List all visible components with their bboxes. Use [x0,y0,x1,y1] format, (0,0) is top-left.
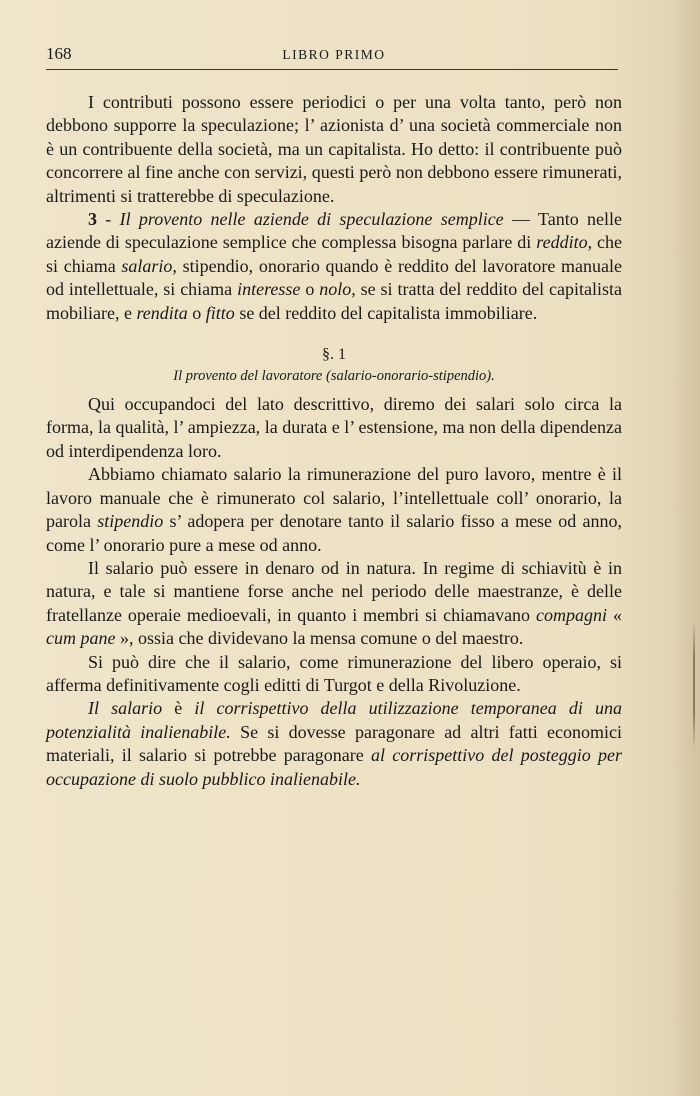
section-title: Il provento del lavoratore (salario-onorario-stipendio). [173,368,495,385]
section-number: 3 [88,209,97,230]
header-rule [46,69,618,70]
page-edge-shadow [693,620,695,750]
paragraph-turgot: Si può dire che il salario, come rimunerazione del libero operaio, si afferma definitivamente cogli editti di Turgot e della Rivoluzione. [46,651,622,695]
body-text [46,91,622,791]
page-header [46,44,622,66]
paragraph-descrittivo: Qui occupandoci del lato descrittivo, diremo dei salari solo circa la forma, la qualità, l’ ampiezza, la durata e l’ estensione, ma non della dipendenza od interdipendenza loro. [46,394,622,461]
paragraph-provento: 3 - Il provento nelle aziende di speculazione semplice — Tanto nelle aziende di speculazione semplice che complessa bisogna parlare di reddito, che si chiama salario, stipendio, onorario quando è reddito del lavoratore manuale od intellettuale, si chiama interesse o nolo, se si tratta del reddito del capitalista mobiliare, e rendita o fitto se del reddito del capitalista immobiliare. [46,209,622,323]
section-mark: §. 1 [322,346,346,364]
section-heading: Il provento nelle aziende di speculazione semplice [119,209,504,230]
paragraph-rimunerazione: Abbiamo chiamato salario la rimunerazione del puro lavoro, mentre è il lavoro manuale che è rimunerato col salario, l’intellettuale coll’ onorario, la parola stipendio s’ adopera per denotare tanto il salario fisso a mese od anno, come l’ onorario pure a mese od anno. [46,464,622,555]
paragraph-corrispettivo: Il salario è il corrispettivo della utilizzazione temporanea di una potenzialità inalienabile. Se si dovesse paragonare ad altri fatti economici materiali, il salario si potrebbe paragonare al corrispettivo del posteggio per occupazione di suolo pubblico inalienabile. [46,698,623,789]
paragraph-contributi: I contributi possono essere periodici o per una volta tanto, però non debbono supporre la speculazione; l’ azionista d’ una società commerciale non è un contribuente della società, ma un capitalista. Ho detto: il contribuente può concorrere al fine anche con servizi, questi però non debbono essere rimunerati, altrimenti si tratterebbe di speculazione. [46,92,622,206]
page-number: 168 [46,44,72,63]
running-title: LIBRO PRIMO [282,47,386,62]
paragraph-denaro-natura: Il salario può essere in denaro od in natura. In regime di schiavitù è in natura, e tale si mantiene forse anche nel periodo delle maestranze, è delle fratellanze operaie medioevali, in quanto i membri si chiamavano compagni « cum pane », ossia che dividevano la mensa comune o del maestro. [46,557,622,649]
